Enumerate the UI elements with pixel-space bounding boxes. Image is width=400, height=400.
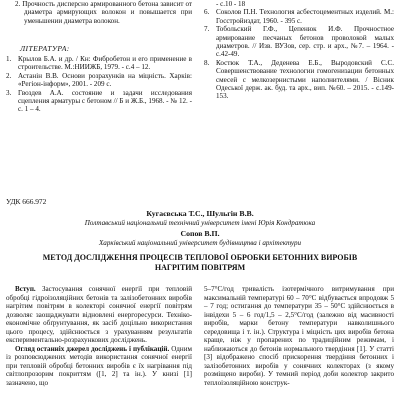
reference-number: 8. [204,58,210,67]
authors-secondary: Сопов В.П. [180,229,220,238]
intro-label: Вступ. [15,285,36,293]
review-text: Одним із розповсюджених методів використання сонячної енергії при тепловій обробці бетонних виробів є їх нагрівання під світлопрозорим покриттям ([1, 2] та ін.). У книзі [1] зазначено, що [6,344,192,388]
reference-text: Крылов Б.А. и др. / Кн: Фибробетон и его применение в строительстве. М.:НИИЖБ, 1979. - с.4 – 12. [18,55,192,72]
reference-item [6,89,192,114]
reference-item [6,55,192,72]
affiliation-primary: Полтавський національний технічний університет імені Юрія Кондратюка [84,219,316,227]
reference-text: Тобольский Г.Ф., Цепенюк И.Ф. Прочностное армирование песчаных бетонов проволокой малых диаметров. // Изв. ВУЗов, сер. стр. и арх., №7. – 1964. - с.42-49. [216,25,394,59]
reference-number: 1. [6,55,12,63]
reference-fragment: - с.10 - 18 [216,0,246,8]
reference-item [6,72,192,89]
affiliation-secondary: Харківський національний університет будівництва і архітектури [98,239,302,247]
article-title: МЕТОД ДОСЛІДЖЕННЯ ПРОЦЕСІВ ТЕПЛОВОЇ ОБРОБКИ БЕТОННИХ ВИРОБІВ НАГРІТИМ ПОВІТРЯМ [42,253,358,272]
reference-item [204,59,394,101]
review-label: Огляд останніх джерел досліджень і публікацій. [15,344,170,353]
review-paragraph [6,345,192,388]
body-left-column [6,285,192,388]
reference-text: Астанін В.В. Основи розрахунків на міцність. Харків: «Регіон-інформ», 2001. - 209 с. [18,71,192,89]
reference-item [204,8,394,25]
references-heading: ЛІТЕРАТУРА: [20,44,70,53]
list-item-continuation: 2. Прочность дисперсно армированного бетона зависит от диаметра армирующих волокон и повышается при уменьшении диаметра волокон. [15,0,192,25]
reference-number: 3. [6,88,12,97]
body-right-paragraph: 5–7°С/год тривалість ізотермічного витримування при максимальній температурі 60 – 70°С відбувається впродовж 5 – 7 год; остигання до температури 35 – 50°С здійснюється в інвідехи 5 – 6 год/1,5 – 2,5°С/год (залежно від масивності виробів, марки бетону температури навколишнього середовища і т. ін.). Структура і міцність цих виробів бетона краще, ніж у пропарених по традиційним режимам, і наближаються до бетонів нормального твердіння [1]. У статті [3] відображено спосіб прискорення твердіння бетонних і залізобетонних виробів у сонячних колекторах (з якому розміщено вироби). У темний період доби колектор закрито теплоізоляційною конструк- [204,285,394,388]
reference-text: Гвоздев А.А. состояние и задачи исследования сцепления арматуры с бетоном // Б и Ж.Б., 1968. - № 12. - с. 1 – 4. [18,88,192,114]
reference-text: Костюк Т.А., Деденева Е.Б., Выродовский С.С. Совершенствование технологии гомогенизации бетонных смесей с мелкозернистыми наполнителями. / Вісник Одеської держ. ак. буд. та арх., вип. №60. – 2015. - с.149-153. [216,58,394,101]
reference-item [204,25,394,59]
reference-number: 2. [6,71,12,80]
top-left-column [6,0,192,25]
references-right-list [204,0,394,101]
intro-text: Застосування сонячної енергії при тепловій обробці гідроізоляційних бетонів та залізобетонних виробів нагрітим повітрям в колекторі сонячної енергії повітрям дозволяє заощаджувати відновлені енергоресурси. Техніко-економічне обґрунтування, як засіб доцільно використання цього процесу, здійснюється з урахуванням результатів експериментально-розрахункових досліджень. [6,285,192,345]
authors-primary: Кугаєвська Т.С., Шульгін В.В. [146,209,254,218]
references-left-list [6,55,192,114]
body-right-column [204,285,394,388]
reference-text: Соколов П.Н. Технология асбестоцементных изделий. М.: Госстройиздат, 1960. - 395 с. [216,8,394,25]
reference-number: 7. [204,25,210,34]
reference-number: 6. [204,8,210,17]
intro-paragraph [6,285,192,345]
udk-code: УДК 666.972 [6,197,47,206]
